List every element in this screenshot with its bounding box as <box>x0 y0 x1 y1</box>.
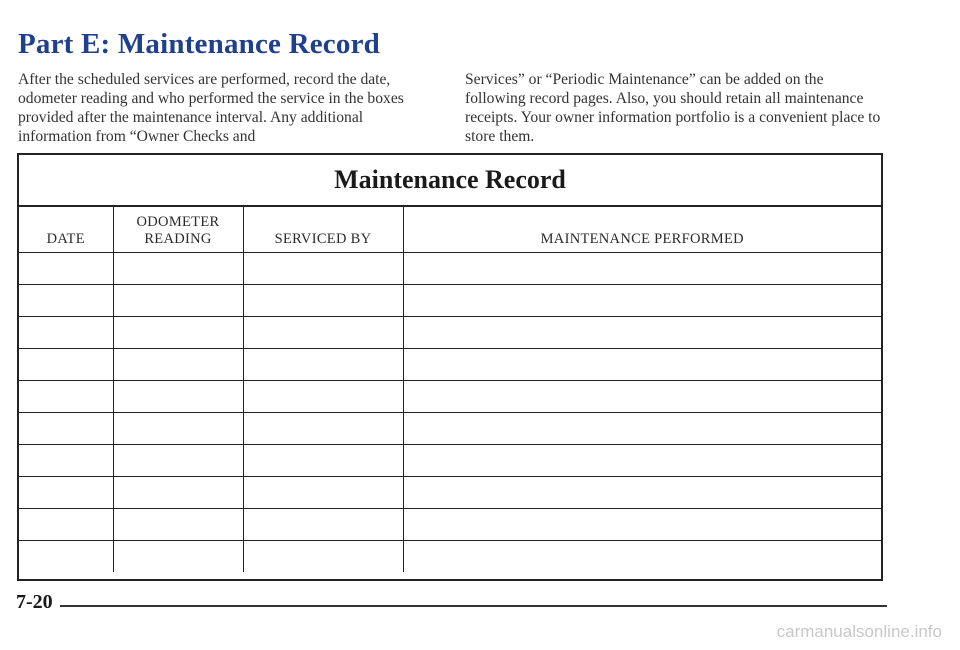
page-title: Part E: Maintenance Record <box>18 28 380 60</box>
table-row <box>19 508 881 540</box>
maintenance-record-box <box>17 153 883 581</box>
column-header-maintenance-performed: MAINTENANCE PERFORMED <box>403 206 881 252</box>
cell-serviced-by <box>243 284 403 316</box>
intro-paragraph-left: After the scheduled services are performed, record the date, odometer reading and who performed the service in the boxes provided after the maintenance interval. Any additional information from “Owner Checks and <box>18 71 404 145</box>
column-header-odometer-reading: ODOMETER READING <box>113 206 243 252</box>
cell-date <box>19 540 113 572</box>
cell-date <box>19 476 113 508</box>
cell-date <box>19 380 113 412</box>
cell-odometer <box>113 284 243 316</box>
cell-serviced-by <box>243 380 403 412</box>
cell-odometer <box>113 412 243 444</box>
table-row <box>19 540 881 572</box>
table-row <box>19 252 881 284</box>
cell-date <box>19 348 113 380</box>
cell-serviced-by <box>243 444 403 476</box>
cell-date <box>19 444 113 476</box>
cell-odometer <box>113 540 243 572</box>
table-row <box>19 476 881 508</box>
cell-maintenance <box>403 444 881 476</box>
cell-maintenance <box>403 476 881 508</box>
cell-serviced-by <box>243 348 403 380</box>
cell-maintenance <box>403 412 881 444</box>
intro-paragraph-right: Services” or “Periodic Maintenance” can be added on the following record pages. Also, you should retain all maintenance receipts. Your owner information portfolio is a convenient place to store them. <box>465 71 881 145</box>
cell-maintenance <box>403 252 881 284</box>
cell-odometer <box>113 380 243 412</box>
table-row <box>19 444 881 476</box>
cell-maintenance <box>403 316 881 348</box>
cell-date <box>19 412 113 444</box>
footer-divider <box>60 605 887 607</box>
cell-serviced-by <box>243 252 403 284</box>
cell-serviced-by <box>243 476 403 508</box>
cell-odometer <box>113 444 243 476</box>
table-row <box>19 380 881 412</box>
cell-maintenance <box>403 508 881 540</box>
column-header-date: DATE <box>19 206 113 252</box>
cell-date <box>19 508 113 540</box>
cell-odometer <box>113 348 243 380</box>
cell-odometer <box>113 508 243 540</box>
cell-serviced-by <box>243 412 403 444</box>
cell-serviced-by <box>243 316 403 348</box>
table-row <box>19 316 881 348</box>
table-row <box>19 284 881 316</box>
cell-maintenance <box>403 380 881 412</box>
cell-maintenance <box>403 540 881 572</box>
table-row <box>19 348 881 380</box>
cell-odometer <box>113 476 243 508</box>
cell-serviced-by <box>243 508 403 540</box>
cell-date <box>19 284 113 316</box>
page-number: 7-20 <box>16 591 53 613</box>
cell-date <box>19 316 113 348</box>
watermark: carmanualsonline.info <box>776 622 942 641</box>
cell-maintenance <box>403 284 881 316</box>
record-title: Maintenance Record <box>334 165 566 194</box>
cell-odometer <box>113 252 243 284</box>
cell-odometer <box>113 316 243 348</box>
maintenance-record-table <box>19 205 881 572</box>
table-row <box>19 412 881 444</box>
cell-date <box>19 252 113 284</box>
table-header-row <box>19 206 881 252</box>
cell-serviced-by <box>243 540 403 572</box>
cell-maintenance <box>403 348 881 380</box>
column-header-serviced-by: SERVICED BY <box>243 206 403 252</box>
